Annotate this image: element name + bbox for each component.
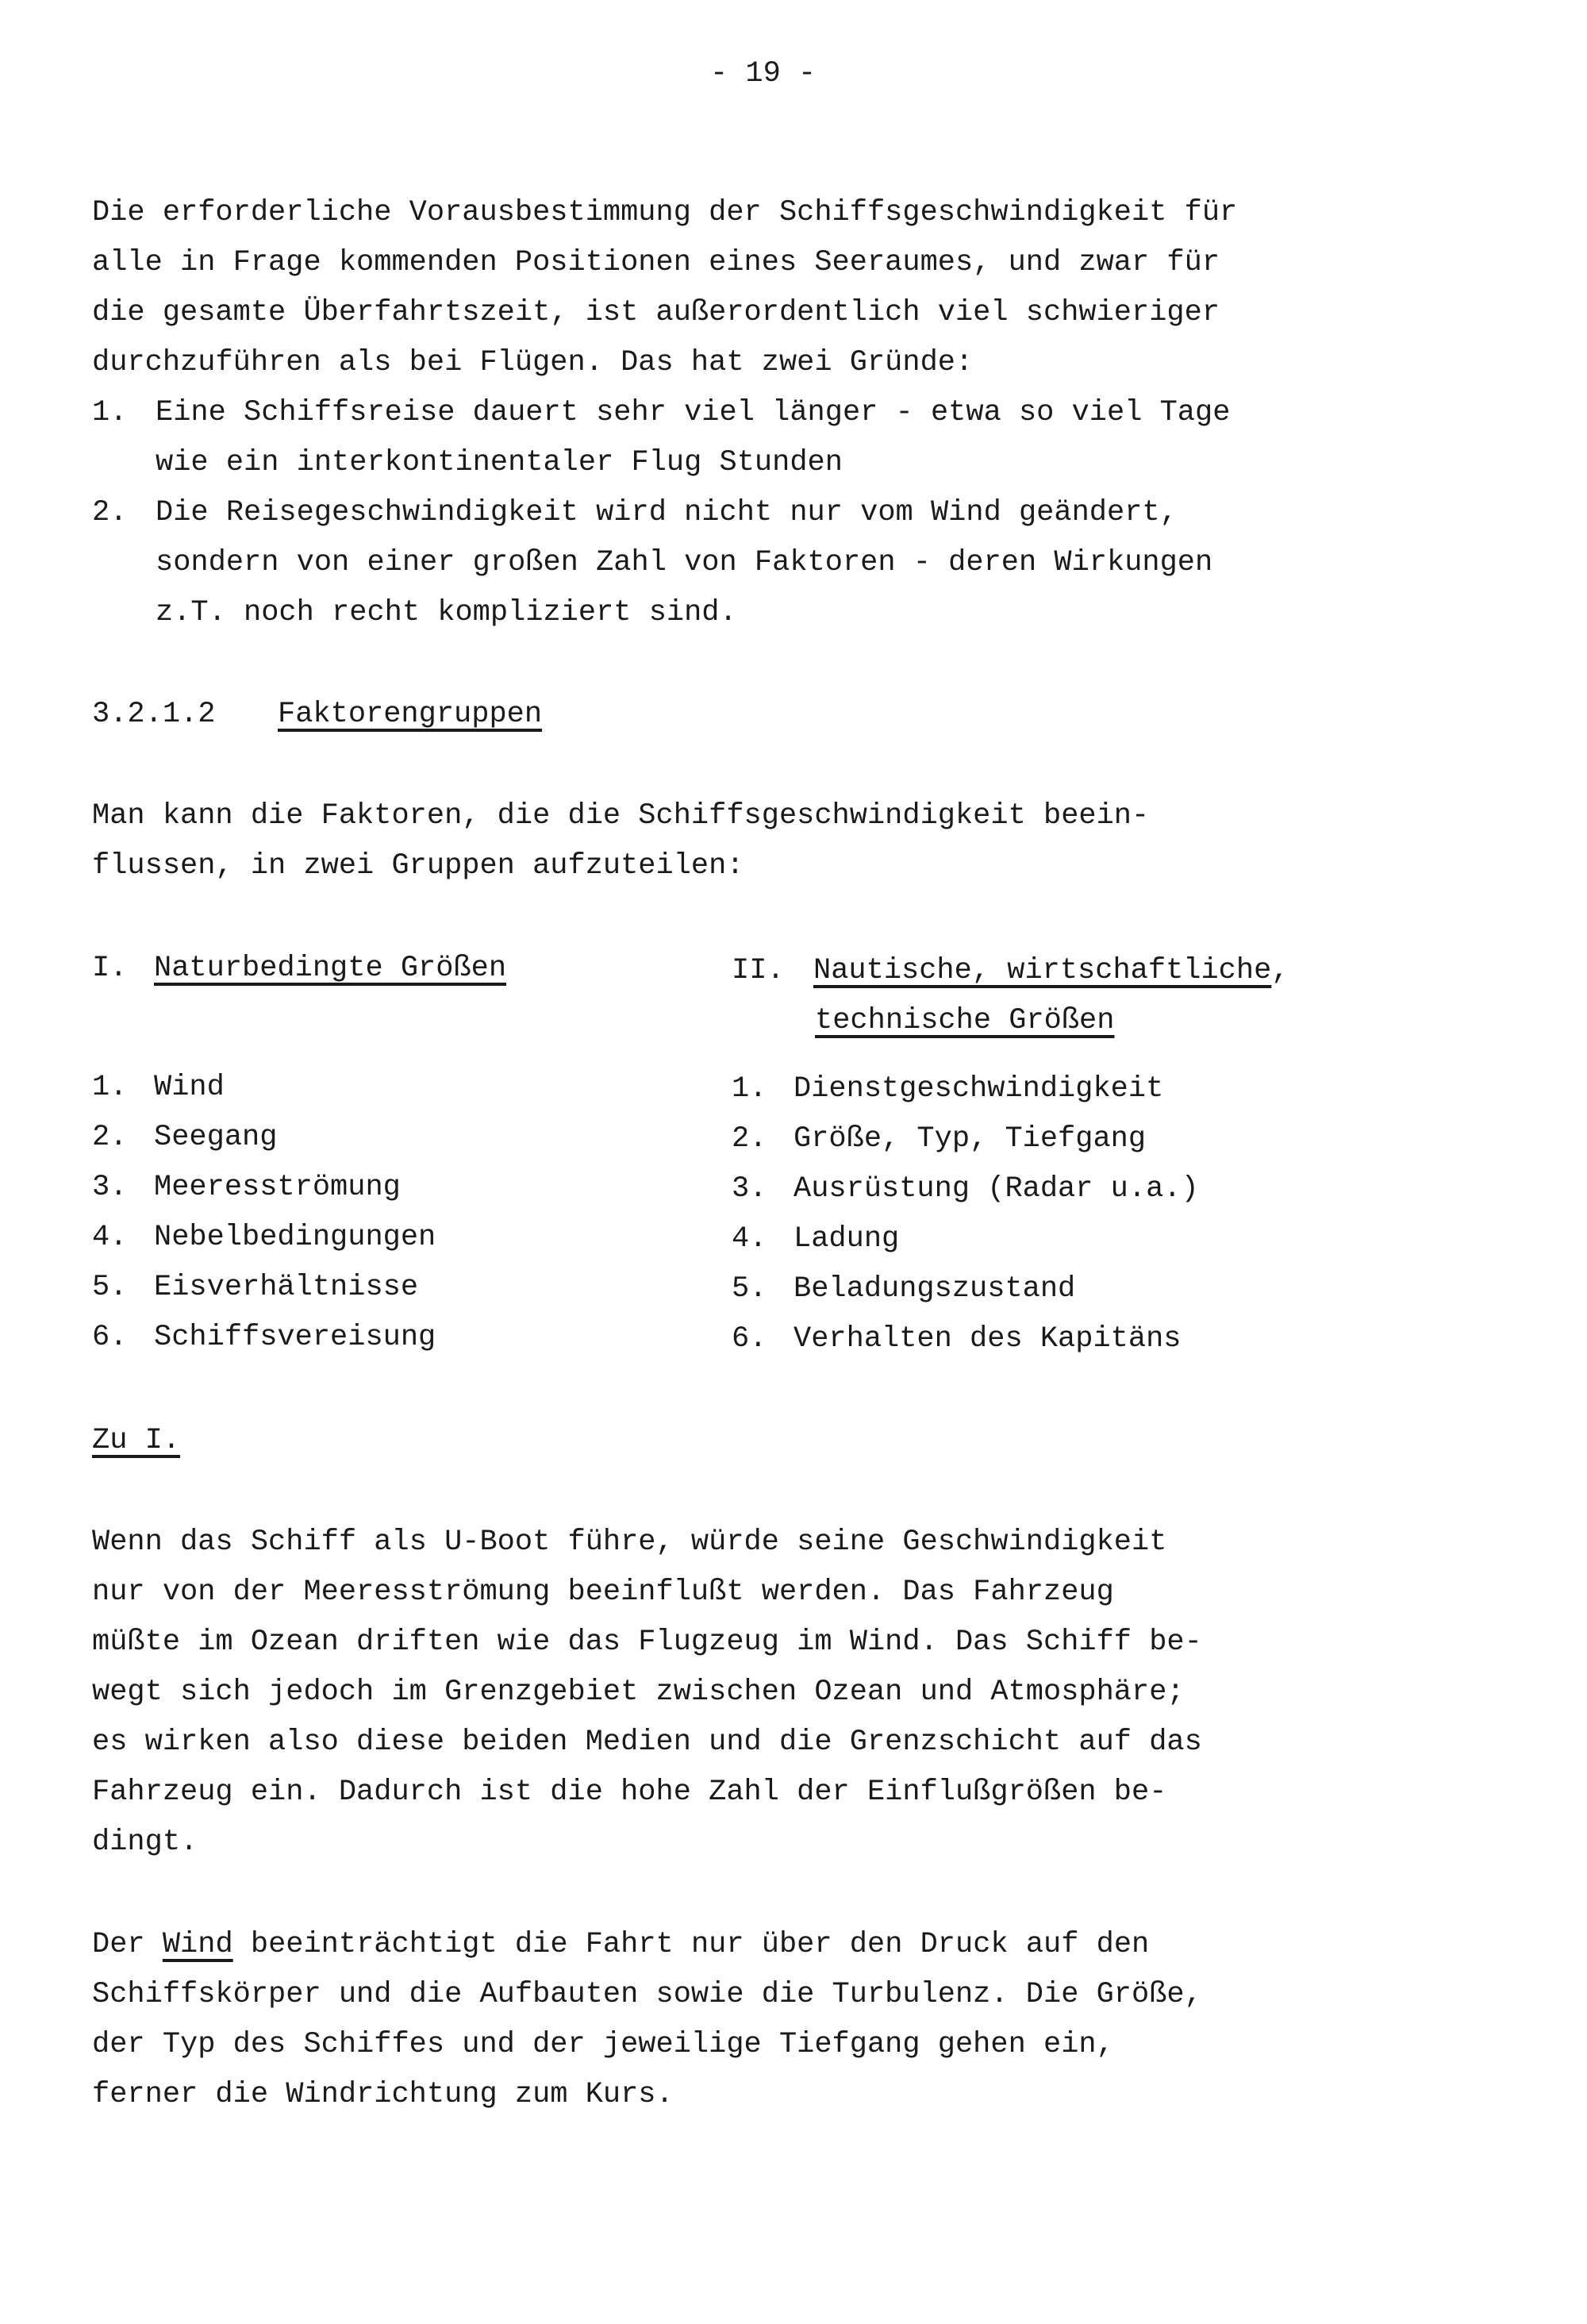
reason-text: sondern von einer großen Zahl von Faktoren - deren Wirkungen [156,546,1213,579]
group-1-item: 4. Nebelbedingungen [92,1221,436,1254]
group-1-item: 6. Schiffsvereisung [92,1321,436,1354]
reason-text: wie ein interkontinentaler Flug Stunden [156,446,843,479]
group-1-item: 1. Wind [92,1071,225,1104]
paragraph-line: der Typ des Schiffes und der jeweilige Tiefgang gehen ein, [92,2028,1114,2061]
reason-number: 2. [92,496,128,529]
paragraph-line: Wenn das Schiff als U-Boot führe, würde seine Geschwindigkeit [92,1526,1167,1559]
intro-line: alle in Frage kommenden Positionen eines Seeraumes, und zwar für [92,246,1220,279]
paragraph-line: wegt sich jedoch im Grenzgebiet zwischen Ozean und Atmosphäre; [92,1676,1185,1709]
group-2-item: 4. Ladung [732,1222,900,1256]
group-2-item: 1. Dienstgeschwindigkeit [732,1072,1164,1106]
paragraph-line: Der Wind beeinträchtigt die Fahrt nur über den Druck auf den [92,1928,1150,1961]
paragraph-line: ferner die Windrichtung zum Kurs. [92,2078,674,2111]
paragraph-line: Schiffskörper und die Aufbauten sowie die Turbulenz. Die Größe, [92,1978,1202,2011]
group-2-item: 3. Ausrüstung (Radar u.a.) [732,1172,1199,1206]
reason-number: 1. [92,396,128,429]
group-2-item: 2. Größe, Typ, Tiefgang [732,1122,1147,1156]
intro-line: die gesamte Überfahrtszeit, ist außerordentlich viel schwieriger [92,296,1220,329]
intro-line: durchzuführen als bei Flügen. Das hat zwei Gründe: [92,346,974,379]
group-1-item: 2. Seegang [92,1121,278,1154]
section-title: Faktorengruppen [278,698,543,731]
groups-intro-line: flussen, in zwei Gruppen aufzuteilen: [92,849,744,883]
group-2-title-line1: Nautische, wirtschaftliche, [813,954,1289,987]
paragraph-line: es wirken also diese beiden Medien und die Grenzschicht auf das [92,1726,1202,1759]
paragraph-line: nur von der Meeresströmung beeinflußt werden. Das Fahrzeug [92,1576,1114,1609]
paragraph-line: dingt. [92,1826,198,1859]
paragraph-line: Fahrzeug ein. Dadurch ist die hohe Zahl der Einflußgrößen be- [92,1776,1167,1809]
group-1-item: 3. Meeresströmung [92,1171,401,1204]
reason-text: Die Reisegeschwindigkeit wird nicht nur vom Wind geändert, [156,496,1178,529]
reason-text: z.T. noch recht kompliziert sind. [156,596,737,629]
reason-text: Eine Schiffsreise dauert sehr viel länger - etwa so viel Tage [156,396,1231,429]
group-2-numeral: II. [732,954,785,987]
paragraph-line: müßte im Ozean driften wie das Flugzeug im Wind. Das Schiff be- [92,1626,1202,1659]
group-2-item: 6. Verhalten des Kapitäns [732,1322,1182,1356]
wind-term: Wind [162,1928,233,1961]
group-2-item: 5. Beladungszustand [732,1272,1076,1306]
groups-intro-line: Man kann die Faktoren, die die Schiffsgeschwindigkeit beein- [92,799,1150,833]
intro-line: Die erforderliche Vorausbestimmung der Schiffsgeschwindigkeit für [92,196,1238,229]
zu-heading: Zu I. [92,1424,181,1457]
group-2-title-line2: technische Größen [815,1004,1115,1037]
section-number: 3.2.1.2 [92,698,216,731]
group-1-numeral: I. [92,952,128,985]
group-1-title: Naturbedingte Größen [154,952,507,985]
page-number: - 19 - [710,57,817,90]
group-1-item: 5. Eisverhältnisse [92,1271,419,1304]
